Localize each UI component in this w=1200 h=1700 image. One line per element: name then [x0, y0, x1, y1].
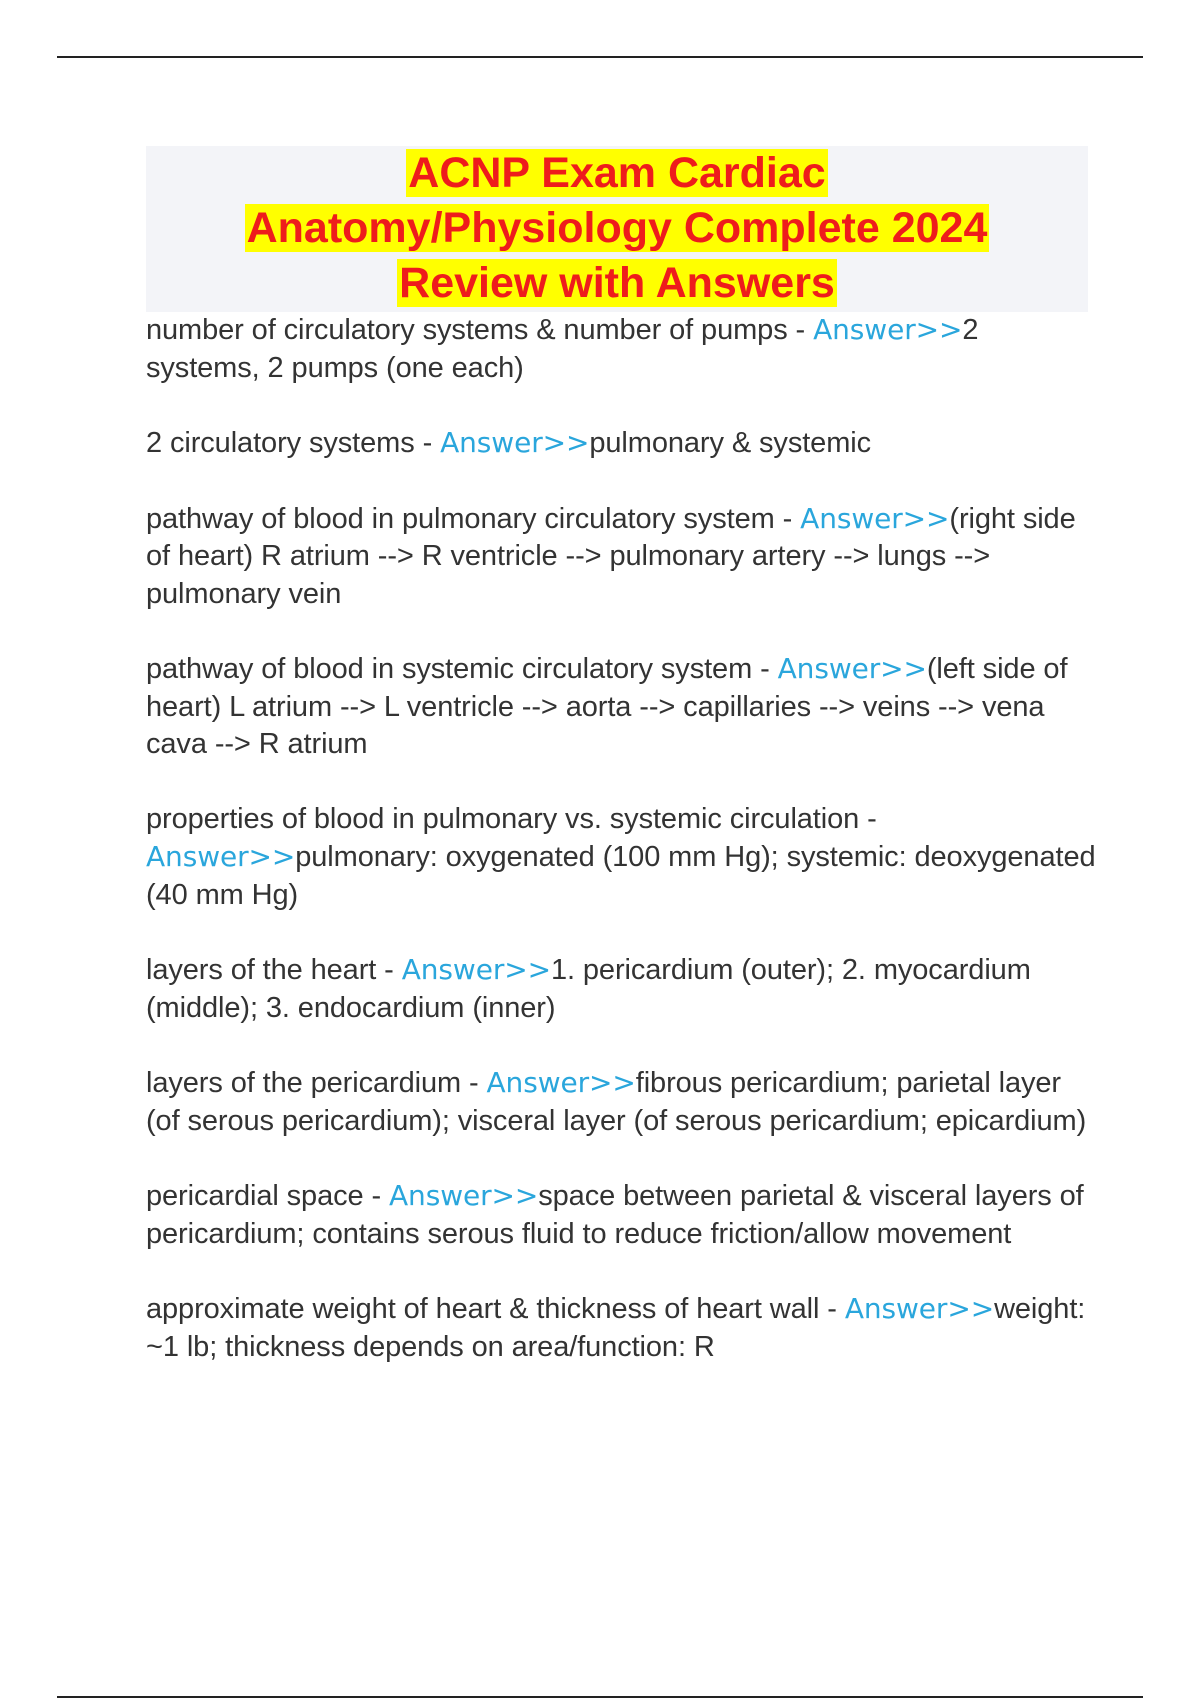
answer-marker: Answer>>: [389, 1179, 539, 1212]
qa-item: [146, 1064, 1096, 1140]
top-divider: [57, 56, 1143, 58]
qa-answer: pulmonary & systemic: [589, 427, 872, 459]
answer-marker: Answer>>: [401, 953, 551, 986]
qa-answer: 1. pericardium (outer); 2. myocardium (middle); 3. endocardium (inner): [146, 954, 1031, 1024]
qa-question: pathway of blood in pulmonary circulatory system -: [146, 502, 801, 535]
qa-answer: fibrous pericardium; parietal layer (of serous pericardium); visceral layer (of serous pericardium; epicardium): [146, 1067, 1087, 1137]
qa-question: layers of the heart -: [146, 954, 402, 986]
qa-answer: 2 systems, 2 pumps (one each): [146, 314, 979, 384]
title-line-2: Anatomy/Physiology Complete 2024: [246, 204, 988, 252]
qa-item: [146, 1290, 1096, 1366]
qa-question: layers of the pericardium -: [146, 1067, 487, 1099]
qa-answer: (right side of heart) R atrium --> R ventricle --> pulmonary artery --> lungs --> pulmonary vein: [146, 502, 1076, 610]
title-line-1: ACNP Exam Cardiac: [408, 149, 826, 197]
qa-question: pathway of blood in systemic circulatory system -: [146, 653, 778, 685]
qa-question: approximate weight of heart & thickness of heart wall -: [146, 1293, 845, 1325]
answer-marker: Answer>>: [800, 501, 950, 535]
answer-marker: Answer>>: [146, 840, 296, 873]
answer-marker: Answer>>: [844, 1292, 995, 1325]
qa-item: [146, 1177, 1096, 1253]
bottom-divider: [57, 1696, 1143, 1698]
qa-list: [146, 311, 1096, 1403]
qa-answer: (left side of heart) L atrium --> L ventricle --> aorta --> capillaries --> veins --> vena cava --> R atrium: [146, 653, 1068, 760]
qa-question: properties of blood in pulmonary vs. systemic circulation -: [146, 802, 877, 835]
answer-marker: Answer>>: [440, 426, 590, 459]
qa-item: [146, 311, 1096, 387]
qa-answer: pulmonary: oxygenated (100 mm Hg); systemic: deoxygenated (40 mm Hg): [146, 841, 1096, 911]
answer-marker: Answer>>: [486, 1066, 636, 1099]
title-line-3: Review with Answers: [399, 259, 835, 307]
qa-item: [146, 801, 1096, 915]
qa-question: pericardial space -: [146, 1180, 389, 1212]
answer-marker: Answer>>: [777, 652, 927, 685]
qa-item: [146, 500, 1096, 614]
document-title: [146, 146, 1088, 312]
answer-marker: Answer>>: [813, 313, 963, 346]
qa-answer: space between parietal & visceral layers of pericardium; contains serous fluid to reduce friction/allow movement: [146, 1180, 1084, 1250]
qa-item: [146, 650, 1096, 764]
qa-item: [146, 951, 1096, 1027]
qa-item: [146, 424, 1096, 463]
qa-question: 2 circulatory systems -: [146, 427, 441, 459]
qa-answer: weight: ~1 lb; thickness depends on area/function: R: [146, 1293, 1086, 1363]
qa-question: number of circulatory systems & number of pumps -: [146, 314, 814, 346]
